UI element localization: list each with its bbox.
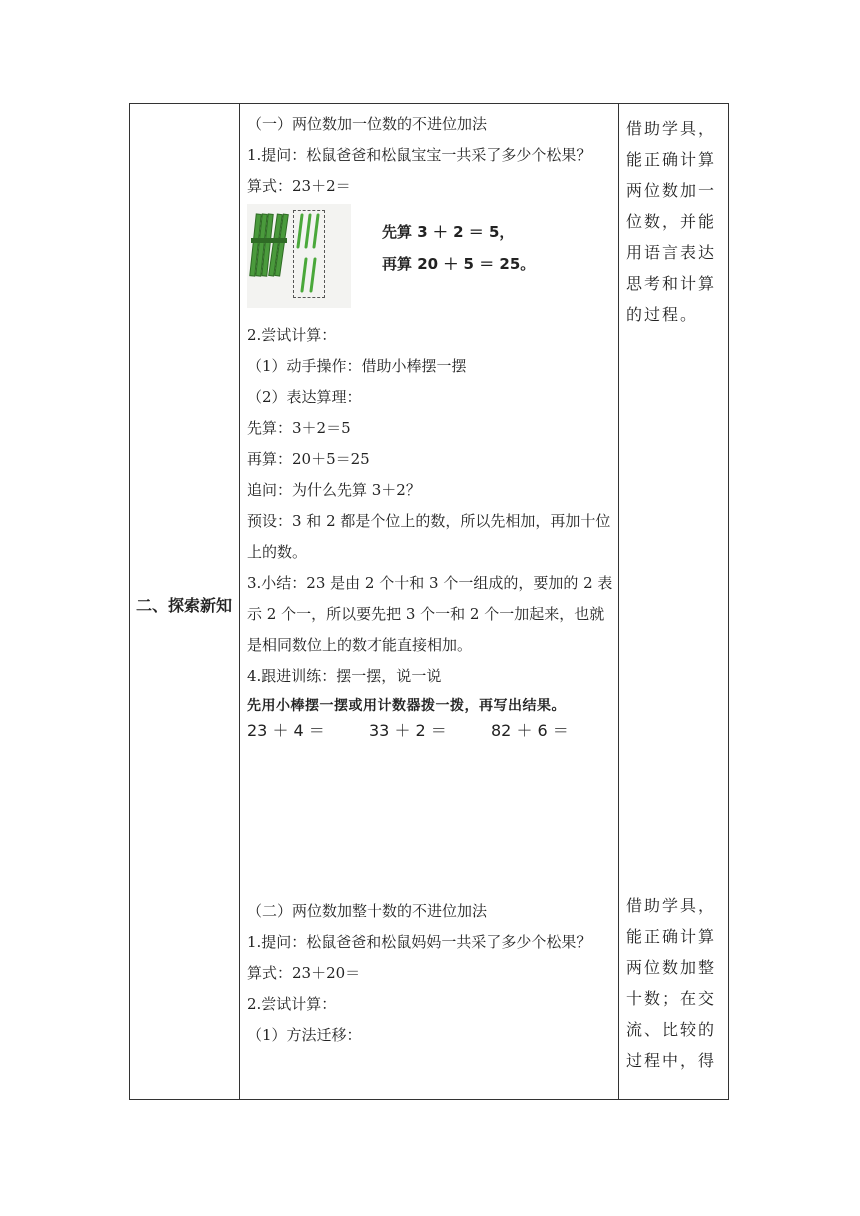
block2-heading: （二）两位数加整十数的不进位加法 [247, 902, 488, 920]
block1-practice: 4.跟进训练：摆一摆，说一说 [247, 667, 442, 685]
single-sticks-box [293, 210, 325, 298]
block1-ask: 追问：为什么先算 3＋2？ [247, 481, 421, 499]
practice-items [247, 718, 617, 744]
block1-step1: （1）动手操作：借助小棒摆一摆 [247, 357, 467, 375]
practice-item: 82 ＋ 6 ＝ [491, 721, 569, 740]
table-border-right [728, 104, 729, 1099]
block1-heading: （一）两位数加一位数的不进位加法 [247, 115, 488, 133]
goal-block-2 [626, 890, 722, 1076]
block1-first: 先算：3＋2＝5 [247, 419, 351, 437]
practice-exercise [247, 694, 617, 756]
table-divider-1 [239, 104, 240, 1099]
goal-text-1: 借助学具，能正确计算两位数加一位数，并能用语言表达思考和计算的过程。 [626, 119, 717, 324]
content-block-2 [247, 896, 615, 1051]
block2-formula: 算式：23＋20＝ [247, 964, 361, 982]
table-divider-2 [618, 104, 619, 1099]
block1-try: 2.尝试计算： [247, 326, 337, 344]
practice-title: 先用小棒摆一摆或用计数器拨一拨，再写出结果。 [247, 698, 566, 714]
block2-question: 1.提问：松鼠爸爸和松鼠妈妈一共采了多少个松果？ [247, 933, 592, 951]
block1-question: 1.提问：松鼠爸爸和松鼠宝宝一共采了多少个松果？ [247, 146, 592, 164]
practice-item: 23 ＋ 4 ＝ [247, 721, 325, 740]
bundled-sticks-icon [249, 210, 293, 290]
block1-formula: 算式：23＋2＝ [247, 177, 351, 195]
sticks-illustration [247, 204, 537, 314]
section-label: 二、探索新知 [135, 596, 232, 615]
block2-step1: （1）方法迁移： [247, 1026, 362, 1044]
content-block-1 [247, 109, 615, 756]
single-sticks-icon [294, 211, 324, 297]
block2-try: 2.尝试计算： [247, 995, 337, 1013]
illustration-caption [382, 216, 535, 280]
block1-preset: 预设：3 和 2 都是个位上的数，所以先相加，再加十位上的数。 [247, 512, 611, 561]
block1-step2: （2）表达算理： [247, 388, 362, 406]
goal-text-2: 借助学具，能正确计算两位数加整十数；在交流、比较的过程中，得 [626, 896, 717, 1070]
lesson-table [129, 103, 729, 1100]
goal-block-1 [626, 113, 722, 330]
block1-then: 再算：20＋5＝25 [247, 450, 370, 468]
block1-summary: 3.小结：23 是由 2 个十和 3 个一组成的，要加的 2 表示 2 个一，所以要先把 3 个一和 2 个一加起来，也就是相同数位上的数才能直接相加。 [247, 574, 613, 654]
practice-item: 33 ＋ 2 ＝ [369, 721, 447, 740]
caption-line-2: 再算 20 ＋ 5 ＝ 25。 [382, 255, 536, 273]
caption-line-1: 先算 3 ＋ 2 ＝ 5， [382, 223, 515, 241]
